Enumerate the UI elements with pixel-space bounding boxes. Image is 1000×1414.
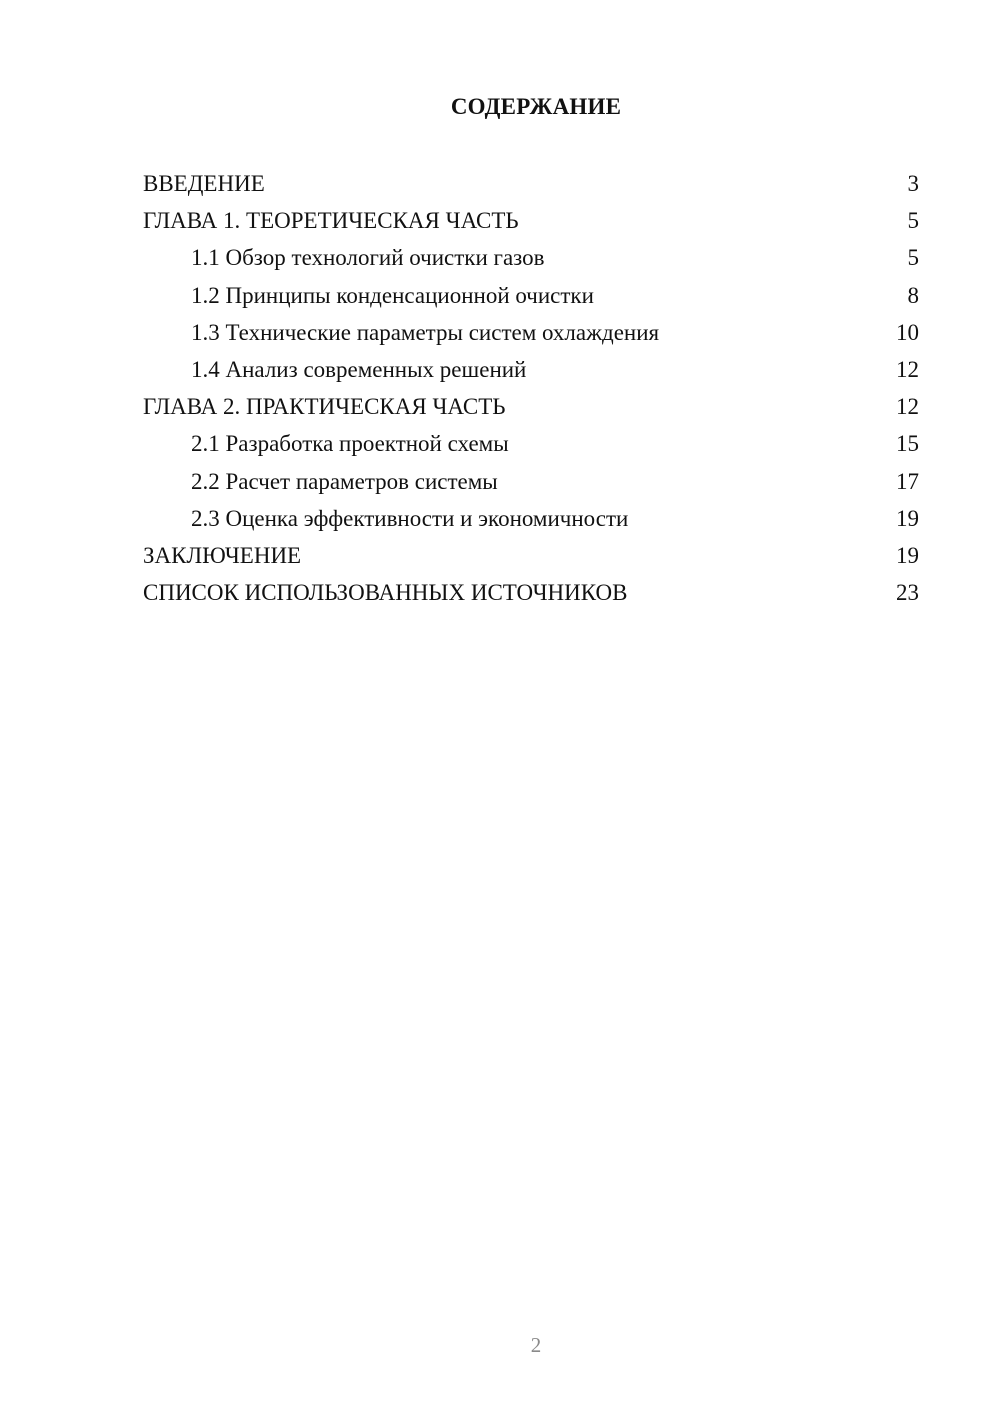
toc-entry-page-number: 17 [896, 468, 919, 494]
toc-entry-label: 1.2 Принципы конденсационной очистки [191, 282, 594, 308]
toc-entry-section-1-2[interactable] [143, 280, 919, 317]
toc-entry-page-number: 23 [896, 580, 919, 606]
toc-entry-page-number: 19 [896, 505, 919, 531]
toc-entry-label: 2.2 Расчет параметров системы [191, 468, 498, 494]
toc-entry-section-1-1[interactable] [143, 242, 919, 279]
toc-entry-references[interactable] [143, 577, 919, 614]
toc-entry-page-number: 3 [907, 171, 919, 196]
toc-entry-conclusion[interactable] [143, 540, 919, 577]
toc-title: СОДЕРЖАНИЕ [450, 94, 622, 119]
toc-entry-page-number: 15 [896, 431, 919, 457]
toc-entry-label: 2.1 Разработка проектной схемы [191, 431, 509, 457]
toc-entry-page-number: 5 [907, 208, 919, 234]
toc-entry-section-1-3[interactable] [143, 317, 919, 354]
toc-entry-section-2-1[interactable] [143, 428, 919, 465]
toc-entry-chapter-2[interactable] [143, 391, 919, 428]
table-of-contents [143, 168, 919, 614]
toc-entry-label: 1.1 Обзор технологий очистки газов [191, 245, 545, 271]
page-number: 2 [530, 1333, 542, 1357]
toc-entry-label: 1.4 Анализ современных решений [191, 356, 527, 382]
toc-entry-page-number: 12 [896, 394, 919, 420]
toc-entry-page-number: 10 [896, 319, 919, 345]
toc-entry-section-1-4[interactable] [143, 354, 919, 391]
toc-entry-section-2-2[interactable] [143, 466, 919, 503]
toc-entry-label: ЗАКЛЮЧЕНИЕ [143, 542, 302, 568]
toc-entry-label: СПИСОК ИСПОЛЬЗОВАННЫХ ИСТОЧНИКОВ [143, 580, 628, 606]
toc-entry-page-number: 5 [907, 245, 919, 271]
toc-entry-introduction[interactable] [143, 168, 919, 205]
toc-entry-label: 1.3 Технические параметры систем охлаждения [191, 319, 660, 345]
toc-entry-label: ГЛАВА 2. ПРАКТИЧЕСКАЯ ЧАСТЬ [143, 394, 506, 420]
toc-entry-section-2-3[interactable] [143, 503, 919, 540]
toc-entry-label: 2.3 Оценка эффективности и экономичности [191, 505, 629, 531]
toc-entry-label: ГЛАВА 1. ТЕОРЕТИЧЕСКАЯ ЧАСТЬ [143, 208, 519, 234]
toc-entry-page-number: 12 [896, 356, 919, 382]
toc-entry-page-number: 19 [896, 542, 919, 568]
toc-entry-chapter-1[interactable] [143, 205, 919, 242]
toc-entry-label: ВВЕДЕНИЕ [143, 171, 265, 196]
toc-entry-page-number: 8 [907, 282, 919, 308]
